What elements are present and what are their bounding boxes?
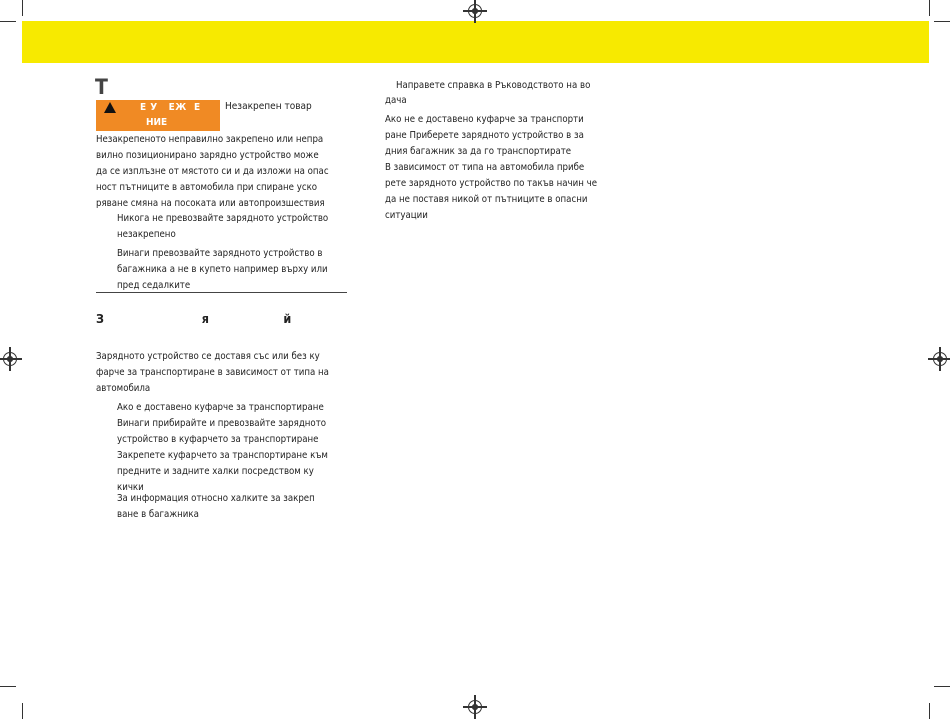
text-line: ряване смяна на посоката или автопроизшествия (96, 198, 325, 209)
divider (96, 292, 347, 293)
page-title: T (95, 75, 108, 99)
bullet-never-unsecured (117, 211, 328, 243)
bullet-always-trunk (117, 246, 328, 294)
text-line: кички (117, 482, 144, 493)
warning-label-line1: Е У ЕЖ Е (140, 102, 201, 113)
crop-mark-top-left-v (22, 0, 23, 16)
text-line: ване в багажника (117, 509, 199, 520)
text-line: вилно позиционирано зарядно устройство може (96, 150, 319, 161)
no-case-paragraph (385, 112, 584, 160)
crop-mark-bottom-right-v (929, 703, 930, 719)
warning-triangle-icon (104, 102, 116, 113)
registration-mark-icon (468, 700, 482, 714)
text-line: ране Приберете зарядното устройство в за (385, 130, 584, 141)
header-band (22, 21, 929, 63)
crop-mark-top-right-v (929, 0, 930, 16)
text-line: Незакрепеното неправилно закрепено или непра (96, 134, 324, 145)
text-line: Винаги превозвайте зарядното устройство в (117, 248, 323, 259)
crop-mark-top-left-h (0, 21, 16, 22)
text-line: да се изплъзне от мястото си и да изложи на опас (96, 166, 329, 177)
registration-mark-icon (933, 352, 947, 366)
text-line: Закрепете куфарчето за транспортиране към (117, 450, 328, 461)
case-steps (117, 400, 328, 496)
text-line: фарче за транспортиране в зависимост от типа на (96, 367, 329, 378)
crop-mark-bottom-left-h (0, 686, 16, 687)
text-line: Ако не е доставено куфарче за транспорти (385, 114, 584, 125)
registration-mark-icon (468, 4, 482, 18)
text-line: Никога не превозвайте зарядното устройство (117, 213, 329, 224)
warning-paragraph (96, 132, 329, 212)
warning-badge (96, 100, 220, 131)
text-line: Направете справка в Ръководството на во (396, 80, 591, 91)
bullet-lashing-rings (117, 491, 315, 523)
text-line: Зарядното устройство се доставя със или без ку (96, 351, 320, 362)
text-line: рете зарядното устройство по такъв начин че (385, 178, 598, 189)
text-line: автомобила (96, 383, 151, 394)
text-line: предните и задните халки посредством ку (117, 466, 314, 477)
text-line: багажника а не в купето например върху или (117, 264, 328, 275)
manual-reference-cont (385, 93, 407, 109)
section-heading: З я й (96, 311, 292, 326)
text-line: За информация относно халките за закреп (117, 493, 315, 504)
text-line: незакрепено (117, 229, 176, 240)
crop-mark-bottom-left-v (22, 703, 23, 719)
warning-label-line2: НИЕ (146, 117, 168, 128)
text-line: пред седалките (117, 280, 191, 291)
text-line: Винаги прибирайте и превозвайте зарядното (117, 418, 327, 429)
text-line: устройство в куфарчето за транспортиране (117, 434, 319, 445)
warning-title: Незакрепен товар (225, 101, 312, 112)
text-line: В зависимост от типа на автомобила прибе (385, 162, 585, 173)
intro-paragraph (96, 349, 329, 397)
vehicle-type-paragraph (385, 160, 597, 224)
crop-mark-bottom-right-h (934, 686, 950, 687)
text-line: ност пътниците в автомобила при спиране уско (96, 182, 318, 193)
text-line: дния багажник за да го транспортирате (385, 146, 572, 157)
text-line: ситуации (385, 210, 428, 221)
crop-mark-top-right-h (934, 21, 950, 22)
text-line: да не поставя никой от пътниците в опасни (385, 194, 588, 205)
registration-mark-icon (3, 352, 17, 366)
manual-reference (396, 78, 590, 94)
text-line: Ако е доставено куфарче за транспортиране (117, 402, 324, 413)
text-line: дача (385, 95, 407, 106)
